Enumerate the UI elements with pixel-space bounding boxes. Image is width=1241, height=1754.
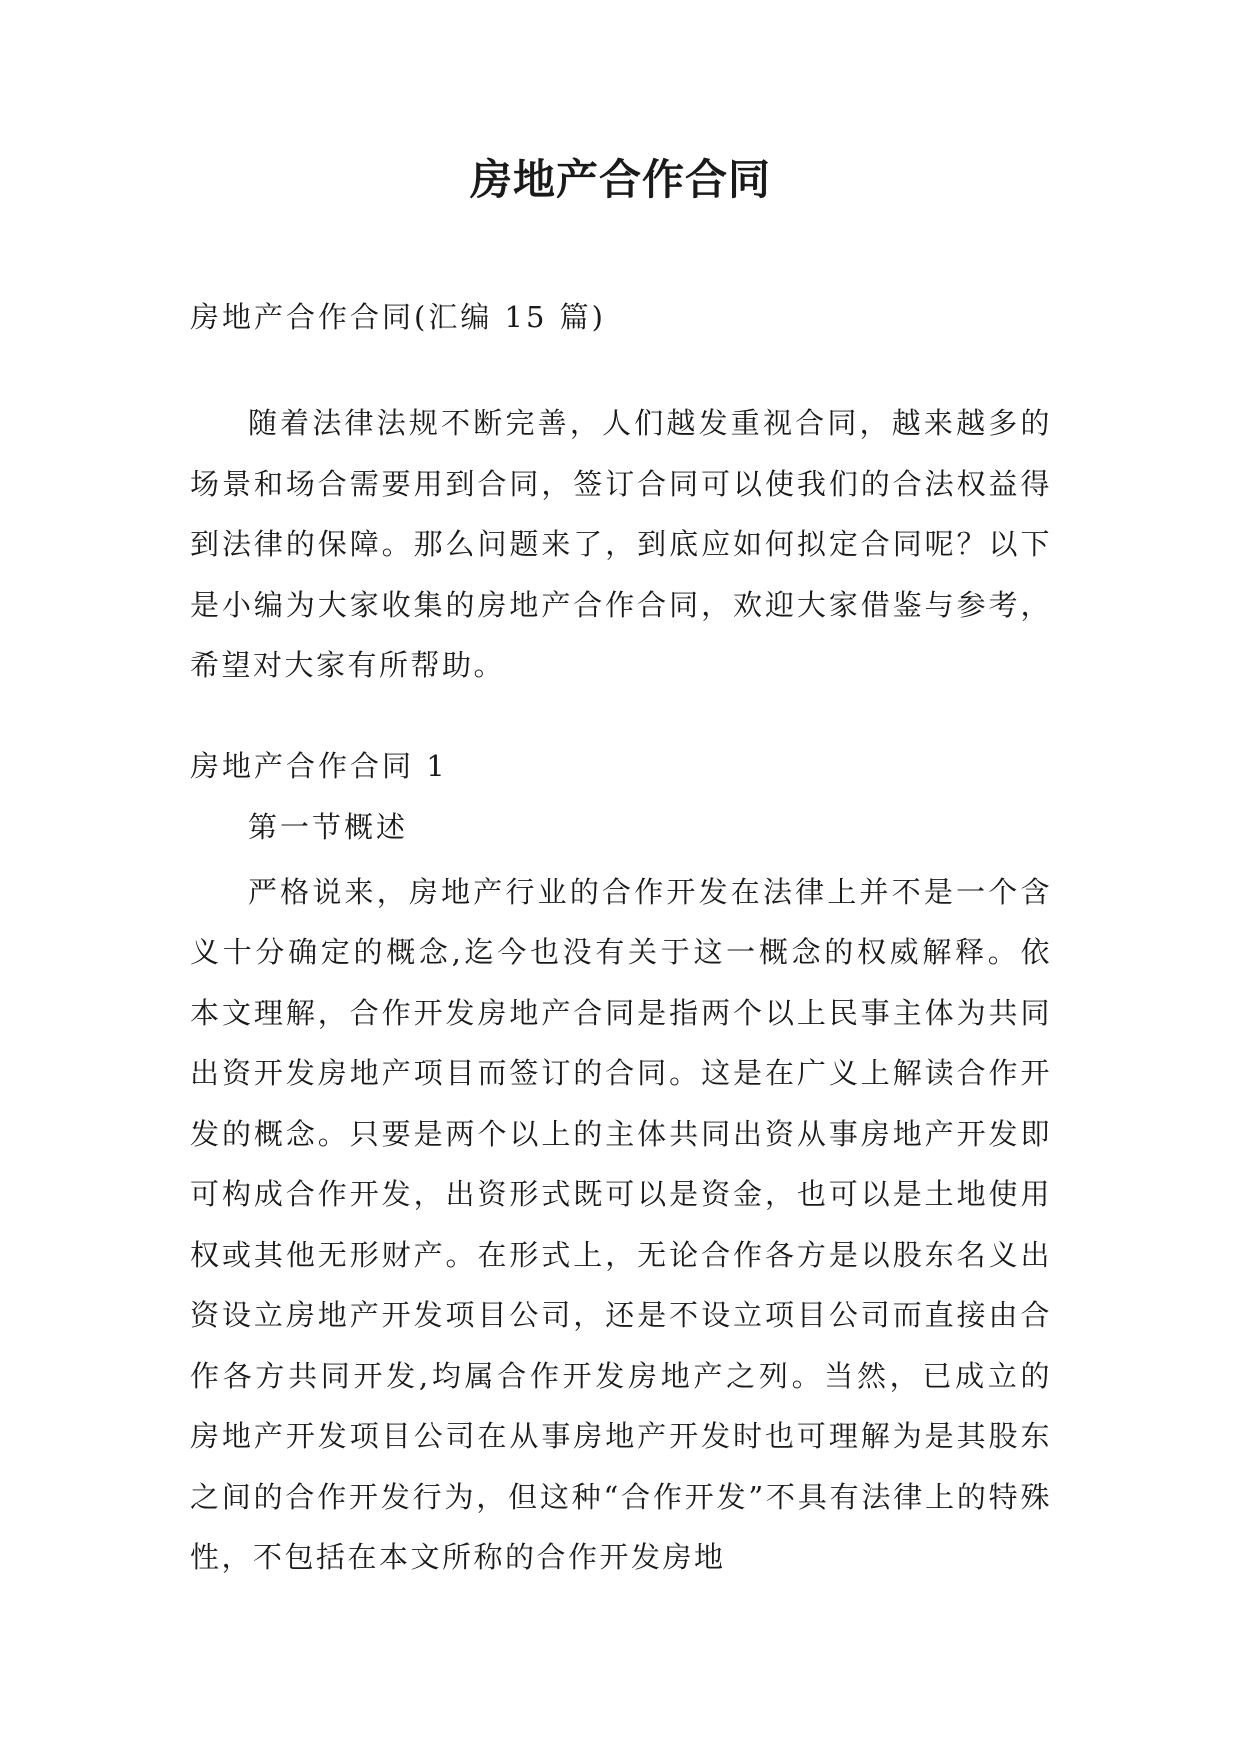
document-title: 房地产合作合同 [469,155,771,204]
document-subtitle: 房地产合作合同(汇编 15 篇) [190,300,606,334]
intro-paragraph: 随着法律法规不断完善，人们越发重视合同，越来越多的场景和场合需要用到合同，签订合同可以使我们的合法权益得到法律的保障。那么问题来了，到底应如何拟定合同呢？以下是小编为大家收集的房地产合作合同，欢迎大家借鉴与参考，希望对大家有所帮助。 [190,406,1052,682]
section-subheading: 第一节概述 [248,809,409,844]
document-content [190,292,1052,1588]
section-heading: 房地产合作合同 1 [190,748,448,783]
section-paragraph: 严格说来，房地产行业的合作开发在法律上并不是一个含义十分确定的概念,迄今也没有关于这一概念的权威解释。依本文理解，合作开发房地产合同是指两个以上民事主体为共同出资开发房地产项目而签订的合同。这是在广义上解读合作开发的概念。只要是两个以上的主体共同出资从事房地产开发即可构成合作开发，出资形式既可以是资金，也可以是土地使用权或其他无形财产。在形式上，无论合作各方是以股东名义出资设立房地产开发项目公司，还是不设立项目公司而直接由合作各方共同开发,均属合作开发房地产之列。当然，已成立的房地产开发项目公司在从事房地产开发时也可理解为是其股东之间的合作开发行为，但这种“合作开发”不具有法律上的特殊性，不包括在本文所称的合作开发房地 [190,874,1052,1574]
